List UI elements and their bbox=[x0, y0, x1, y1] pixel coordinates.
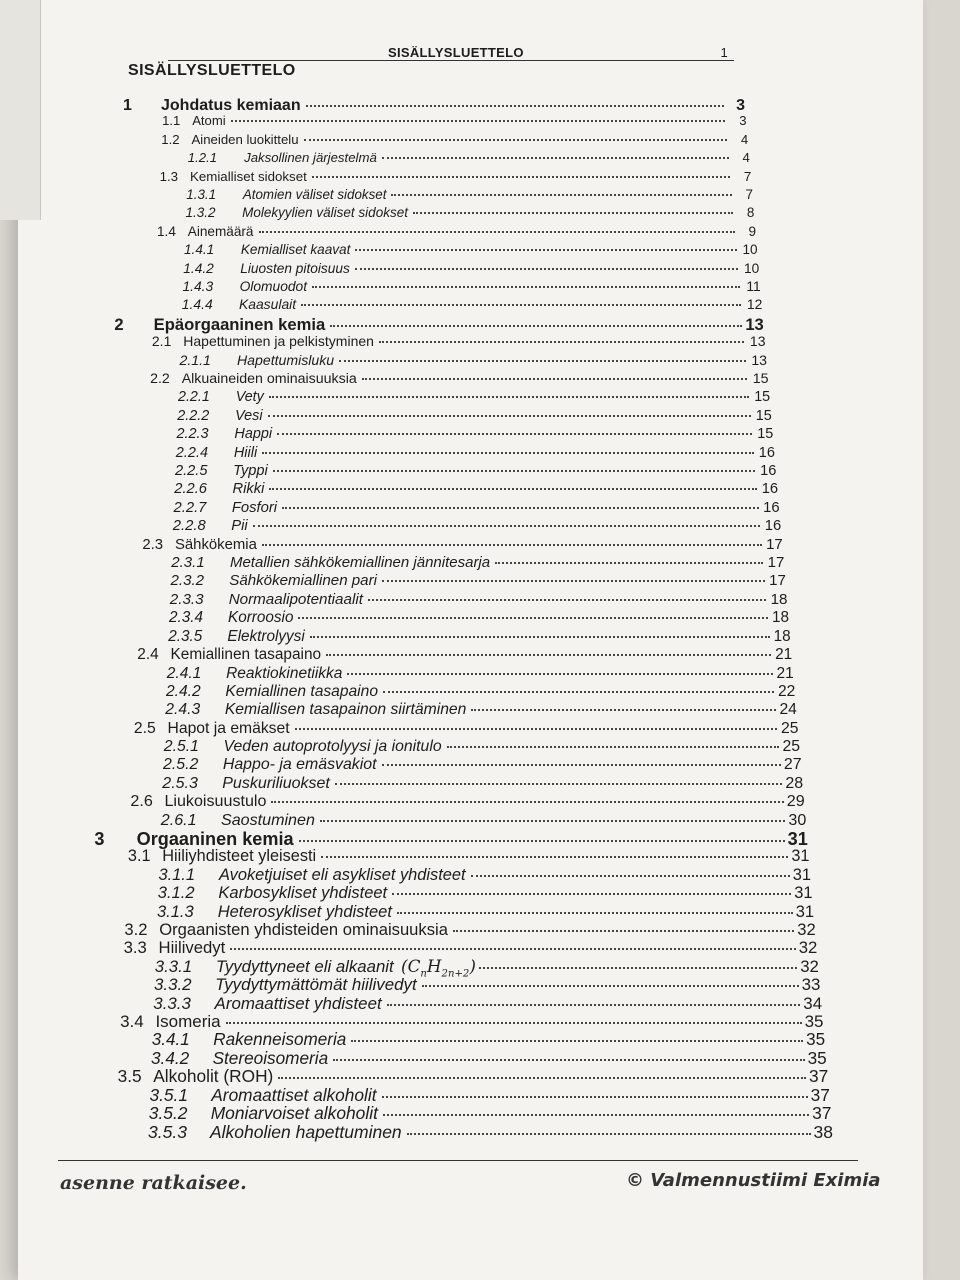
toc-entry-title: Moniarvoiset alkoholit bbox=[210, 1103, 378, 1124]
dot-leader bbox=[295, 712, 778, 730]
toc-entry-title: Hapettuminen ja pelkistyminen bbox=[183, 333, 374, 350]
toc-entry-number: 3.4.2 bbox=[151, 1047, 190, 1068]
footer-copyright: © Valmennustiimi Eximia bbox=[626, 1170, 881, 1191]
toc-entry-number: 2.6.1 bbox=[160, 810, 197, 829]
toc-entry-page: 7 bbox=[743, 168, 752, 184]
toc-entry-page: 16 bbox=[764, 518, 782, 535]
footer-slogan: asenne ratkaisee. bbox=[60, 1172, 247, 1194]
toc-entry-page: 29 bbox=[786, 792, 805, 811]
toc-entry-page: 13 bbox=[749, 333, 766, 350]
dot-leader bbox=[471, 694, 776, 712]
toc-entry-page: 8 bbox=[746, 205, 755, 221]
toc-entry-number: 2.3.4 bbox=[169, 609, 204, 627]
running-header bbox=[168, 36, 734, 61]
dot-leader bbox=[271, 785, 783, 803]
toc-entry-number: 2.2.7 bbox=[173, 499, 207, 516]
toc-entry-number: 2.2.8 bbox=[172, 518, 206, 535]
toc-entry-number: 3.1 bbox=[127, 847, 151, 866]
dot-leader bbox=[392, 877, 791, 896]
toc-entry-number: 2.3.2 bbox=[170, 572, 205, 590]
toc-entry-title: Atomi bbox=[192, 113, 226, 129]
toc-entry-number: 2.2.4 bbox=[175, 444, 209, 461]
toc-entry-number: 3.4 bbox=[120, 1012, 144, 1032]
toc-entry-title: Epäorgaaninen kemia bbox=[153, 315, 326, 335]
toc-entry-number: 2.4 bbox=[137, 645, 159, 663]
toc-entry-number: 3.1.2 bbox=[157, 884, 195, 903]
dot-leader bbox=[407, 1115, 811, 1135]
toc-entry-number: 1.3.2 bbox=[185, 205, 216, 221]
toc-entry-page: 30 bbox=[788, 810, 807, 829]
toc-entry-title: Veden autoprotolyysi ja ionitulo bbox=[223, 738, 442, 756]
dot-leader bbox=[355, 254, 738, 270]
toc-entry-page: 16 bbox=[763, 499, 780, 516]
dot-leader bbox=[495, 547, 763, 564]
toc-entry-title: Heterosykliset yhdisteet bbox=[217, 902, 392, 921]
toc-entry-title: Alkuaineiden ominaisuuksia bbox=[181, 370, 357, 387]
toc-entry-title: Hapot ja emäkset bbox=[167, 719, 290, 737]
toc-entry-page: 17 bbox=[766, 536, 783, 553]
toc-entry-title: Atomien väliset sidokset bbox=[242, 186, 387, 202]
toc-entry-page: 15 bbox=[754, 389, 771, 406]
toc-entry-page: 3 bbox=[736, 97, 745, 114]
toc-entry-title: Vesi bbox=[235, 407, 263, 424]
dot-leader bbox=[306, 89, 724, 107]
toc-entry-page: 31 bbox=[787, 828, 808, 849]
toc-entry-title: Karbosykliset yhdisteet bbox=[218, 884, 388, 903]
toc-entry-title: Johdatus kemiaan bbox=[161, 97, 301, 114]
toc-entry-number: 1.4.3 bbox=[182, 278, 214, 294]
toc-entry-page: 3 bbox=[739, 113, 747, 129]
dot-leader bbox=[273, 455, 756, 472]
toc-entry-title: Tyydyttyneet eli alkaanit bbox=[215, 956, 394, 976]
toc-entry-page: 37 bbox=[812, 1103, 832, 1124]
toc-entry-number: 3.3.3 bbox=[153, 993, 191, 1013]
dot-leader bbox=[362, 364, 748, 380]
toc-entry-page: 32 bbox=[800, 956, 819, 976]
dot-leader bbox=[262, 529, 762, 546]
dot-leader bbox=[382, 749, 781, 767]
toc-entry-title: Aromaattiset yhdisteet bbox=[214, 993, 382, 1013]
toc-entry-title: Liukoisuustulo bbox=[164, 792, 267, 811]
toc-entry-page: 15 bbox=[752, 370, 769, 387]
toc-entry-title: Elektrolyysi bbox=[227, 627, 305, 645]
dot-leader bbox=[382, 1078, 808, 1097]
dot-leader bbox=[347, 657, 772, 675]
toc-entry-number: 2.5.1 bbox=[163, 738, 199, 756]
toc-entry-title: Happi bbox=[234, 426, 273, 443]
toc-entry-page: 25 bbox=[782, 738, 801, 756]
dot-leader bbox=[471, 859, 790, 877]
toc-entry-number: 3.1.1 bbox=[158, 865, 195, 884]
toc-entry-title: Reaktiokinetiikka bbox=[226, 664, 343, 682]
toc-entry-title: Rikki bbox=[232, 481, 265, 498]
toc-entry-number: 3.5.3 bbox=[148, 1121, 187, 1142]
toc-entry-page: 28 bbox=[785, 774, 804, 792]
toc-entry-number: 3 bbox=[94, 828, 105, 849]
toc-entry-page: 18 bbox=[773, 627, 791, 645]
toc-entry bbox=[148, 1118, 833, 1143]
toc-entry-number: 2.2.6 bbox=[174, 481, 207, 498]
toc-entry-page: 15 bbox=[757, 426, 774, 443]
dot-leader bbox=[387, 987, 801, 1006]
toc-entry-title: Liuosten pitoisuus bbox=[240, 260, 350, 276]
dot-leader bbox=[351, 1023, 803, 1042]
dot-leader bbox=[301, 291, 741, 307]
dot-leader bbox=[333, 1042, 804, 1061]
toc-entry-page: 13 bbox=[751, 351, 767, 368]
dot-leader bbox=[339, 346, 746, 362]
toc-entry-title: Rakenneisomeria bbox=[213, 1030, 347, 1050]
toc-entry-title: Kemiallinen tasapaino bbox=[170, 645, 322, 663]
toc-entry-number: 3.1.3 bbox=[157, 902, 194, 921]
toc-entry-title: Alkoholit (ROH) bbox=[153, 1066, 274, 1087]
toc-entry-title: Stereoisomeria bbox=[212, 1047, 329, 1068]
header-page-number: 1 bbox=[720, 45, 728, 60]
toc-entry-page: 32 bbox=[798, 938, 818, 958]
toc-entry-title: Tyydyttymättömät hiilivedyt bbox=[215, 975, 417, 995]
dot-leader bbox=[253, 510, 760, 527]
dot-leader bbox=[268, 401, 751, 417]
toc-entry-page: 13 bbox=[745, 315, 764, 335]
toc-entry-page: 24 bbox=[779, 701, 797, 719]
header-title: SISÄLLYSLUETTELO bbox=[388, 45, 524, 60]
toc-entry-title: Happo- ja emäsvakiot bbox=[222, 756, 377, 774]
toc-entry-page: 33 bbox=[801, 975, 821, 995]
toc-entry-number: 3.5.2 bbox=[148, 1103, 188, 1124]
dot-leader bbox=[321, 840, 788, 858]
dot-leader bbox=[447, 730, 779, 748]
toc-entry-page: 18 bbox=[770, 590, 788, 608]
toc-entry-page: 16 bbox=[760, 462, 777, 479]
dot-leader bbox=[269, 382, 749, 398]
toc-entry-number: 3.5.1 bbox=[149, 1084, 188, 1105]
toc-entry-title: Hiili bbox=[233, 444, 258, 461]
toc-entry-number: 1.1 bbox=[162, 113, 181, 129]
toc-entry-number: 3.3.2 bbox=[154, 975, 192, 995]
dot-leader bbox=[320, 804, 785, 822]
toc-entry-number: 2.3 bbox=[142, 536, 164, 553]
toc-entry-number: 2.2.3 bbox=[176, 426, 209, 443]
dot-leader bbox=[230, 932, 795, 951]
dot-leader bbox=[278, 1060, 806, 1079]
dot-leader bbox=[299, 822, 785, 842]
toc-entry-title: Korroosio bbox=[228, 609, 294, 627]
toc-entry-title: Kemiallisen tasapainon siirtäminen bbox=[224, 701, 467, 719]
dot-leader bbox=[326, 639, 771, 656]
toc-entry-page: 10 bbox=[743, 260, 760, 276]
dot-leader bbox=[226, 1005, 802, 1024]
toc-entry-number: 3.4.1 bbox=[151, 1030, 190, 1050]
dot-leader bbox=[368, 584, 767, 601]
toc-entry-page: 35 bbox=[807, 1047, 827, 1068]
toc-entry-title: Orgaanisten yhdisteiden ominaisuuksia bbox=[159, 920, 448, 940]
dot-leader bbox=[310, 620, 770, 637]
toc-entry-title: Kemialliset sidokset bbox=[190, 168, 307, 184]
document-page bbox=[18, 0, 923, 1280]
toc-entry-title: Puskuriliuokset bbox=[222, 774, 330, 792]
toc-entry-number: 1.4.4 bbox=[181, 296, 213, 313]
toc-entry-number: 2.3.1 bbox=[171, 554, 205, 571]
dot-leader bbox=[383, 675, 774, 693]
toc-entry-number: 1.2 bbox=[161, 131, 180, 147]
toc-entry-page: 37 bbox=[810, 1084, 830, 1105]
dot-leader bbox=[262, 437, 754, 454]
toc-entry-title: Hiilivedyt bbox=[158, 938, 226, 958]
toc-entry-number: 2.1 bbox=[151, 333, 172, 350]
underlying-sheet bbox=[0, 0, 41, 220]
toc-entry-number: 3.2 bbox=[124, 920, 148, 940]
dot-leader bbox=[383, 1097, 809, 1116]
toc-entry-page: 31 bbox=[794, 884, 813, 903]
dot-leader bbox=[391, 181, 731, 196]
toc-entry-number: 3.3 bbox=[123, 938, 147, 958]
toc-entry-page: 11 bbox=[746, 278, 761, 294]
dot-leader bbox=[397, 895, 793, 914]
toc-entry-page: 15 bbox=[755, 407, 772, 424]
toc-entry-title: Sähkökemiallinen pari bbox=[229, 572, 377, 590]
page-title: SISÄLLYSLUETTELO bbox=[128, 62, 296, 79]
toc-entry-number: 2.4.3 bbox=[165, 701, 201, 719]
dot-leader bbox=[355, 236, 736, 252]
toc-entry-page: 12 bbox=[746, 296, 763, 313]
dot-leader bbox=[312, 162, 731, 177]
toc-entry-page: 16 bbox=[758, 444, 775, 461]
dot-leader bbox=[382, 144, 729, 159]
toc-entry-title: Hapettumisluku bbox=[237, 351, 335, 368]
toc-entry-number: 1.3.1 bbox=[186, 186, 217, 202]
toc-entry-title: Jaksollinen järjestelmä bbox=[244, 150, 377, 166]
dot-leader bbox=[277, 419, 752, 435]
toc-entry-number: 1.3 bbox=[159, 168, 179, 184]
dot-leader bbox=[259, 217, 736, 233]
toc-entry-page: 17 bbox=[767, 554, 785, 571]
toc-entry-title: Molekyylien väliset sidokset bbox=[242, 205, 408, 221]
toc-entry-page: 7 bbox=[745, 186, 753, 202]
dot-leader bbox=[282, 492, 759, 509]
toc-entry-title: Aromaattiset alkoholit bbox=[211, 1084, 377, 1105]
toc-entry-page: 17 bbox=[769, 572, 786, 590]
toc-entry-number: 2.2.1 bbox=[178, 389, 210, 406]
toc-entry-page: 21 bbox=[776, 664, 794, 682]
toc-entry-title: Aineiden luokittelu bbox=[191, 131, 299, 147]
toc-entry-number: 1.2.1 bbox=[187, 150, 218, 166]
toc-entry-page: 38 bbox=[813, 1121, 833, 1142]
toc-entry-number: 2 bbox=[114, 315, 124, 335]
toc-entry-page: 4 bbox=[740, 131, 749, 147]
dot-leader bbox=[422, 968, 799, 987]
toc-entry-title: Typpi bbox=[233, 462, 268, 479]
toc-entry-number: 2.4.1 bbox=[166, 664, 202, 682]
toc-entry-title: Vety bbox=[235, 389, 264, 406]
toc-entry-title: Fosfori bbox=[231, 499, 278, 516]
toc-entry-number: 3.3.1 bbox=[154, 956, 193, 976]
dot-leader bbox=[479, 950, 797, 969]
toc-entry-title: Sähkökemia bbox=[174, 536, 257, 553]
toc-entry-page: 21 bbox=[775, 645, 793, 663]
toc-entry-number: 2.5.3 bbox=[162, 774, 198, 792]
toc-entry-title: Normaalipotentiaalit bbox=[228, 590, 363, 608]
toc-entry-title: Olomuodot bbox=[239, 278, 308, 294]
toc-entry-number: 2.5 bbox=[133, 719, 156, 737]
toc-entry-number: 1 bbox=[123, 97, 132, 114]
toc-entry-page: 25 bbox=[781, 719, 799, 737]
dot-leader bbox=[379, 327, 745, 343]
toc-entry-title: Pii bbox=[231, 518, 248, 535]
toc-entry-page: 22 bbox=[777, 682, 796, 700]
footer-divider bbox=[58, 1160, 858, 1161]
toc-entry-page: 27 bbox=[783, 756, 802, 774]
toc-entry-number: 2.6 bbox=[130, 792, 153, 811]
toc-entry-page: 35 bbox=[804, 1012, 824, 1032]
toc-entry-page: 31 bbox=[791, 847, 810, 866]
toc-entry-number: 2.2.2 bbox=[177, 407, 210, 424]
toc-entry-number: 2.2 bbox=[150, 370, 170, 387]
dot-leader bbox=[269, 474, 757, 491]
dot-leader bbox=[231, 107, 726, 122]
toc-entry-number: 2.3.3 bbox=[169, 590, 204, 608]
toc-entry-page: 32 bbox=[797, 920, 816, 940]
toc-entry-title: Orgaaninen kemia bbox=[136, 828, 294, 849]
toc-entry-title: Hiiliyhdisteet yleisesti bbox=[162, 847, 317, 866]
toc-entry-number: 1.4.2 bbox=[183, 260, 214, 276]
toc-entry-page: 31 bbox=[792, 865, 811, 884]
toc-entry-title: Avoketjuiset eli asykliset yhdisteet bbox=[219, 865, 466, 884]
dot-leader bbox=[382, 565, 765, 582]
toc-entry-number: 1.4.1 bbox=[184, 242, 215, 258]
dot-leader bbox=[304, 126, 728, 141]
toc-entry-page: 4 bbox=[742, 150, 750, 166]
toc-entry-number: 2.3.5 bbox=[168, 627, 203, 645]
dot-leader bbox=[413, 199, 733, 215]
toc-entry-page: 18 bbox=[771, 609, 789, 627]
alkane-formula: $(C_nH_{2n+2})$ bbox=[395, 955, 476, 980]
toc-entry-number: 2.5.2 bbox=[163, 756, 199, 774]
toc-entry-title: Kemiallinen tasapaino bbox=[225, 682, 378, 700]
toc-entry-page: 9 bbox=[748, 223, 756, 239]
toc-entry-page: 34 bbox=[803, 993, 823, 1013]
toc-entry-page: 31 bbox=[795, 902, 815, 921]
toc-entry-title: Kaasulait bbox=[238, 296, 297, 313]
toc-entry-page: 35 bbox=[806, 1030, 826, 1050]
dot-leader bbox=[330, 309, 742, 328]
dot-leader bbox=[312, 272, 740, 288]
toc-entry-number: 2.1.1 bbox=[179, 351, 211, 368]
toc-entry-number: 3.5 bbox=[117, 1066, 142, 1087]
dot-leader bbox=[335, 767, 782, 785]
toc-entry-number: 1.4 bbox=[157, 223, 176, 239]
toc-entry-page: 10 bbox=[742, 242, 758, 258]
toc-entry-page: 37 bbox=[809, 1066, 829, 1087]
toc-entry-title: Metallien sähkökemiallinen jännitesarja bbox=[229, 554, 491, 571]
dot-leader bbox=[453, 914, 794, 933]
dot-leader bbox=[298, 602, 768, 619]
toc-entry-title: Ainemäärä bbox=[187, 223, 254, 239]
toc-entry-number: 2.4.2 bbox=[166, 682, 201, 700]
toc-entry-title: Alkoholien hapettuminen bbox=[210, 1121, 402, 1142]
toc-entry-number: 2.2.5 bbox=[175, 462, 208, 479]
toc-entry-page: 16 bbox=[761, 481, 779, 498]
toc-entry-title: Isomeria bbox=[155, 1012, 221, 1032]
toc-entry-title: Kemialliset kaavat bbox=[240, 242, 351, 258]
toc-entry-title: Saostuminen bbox=[220, 810, 315, 829]
